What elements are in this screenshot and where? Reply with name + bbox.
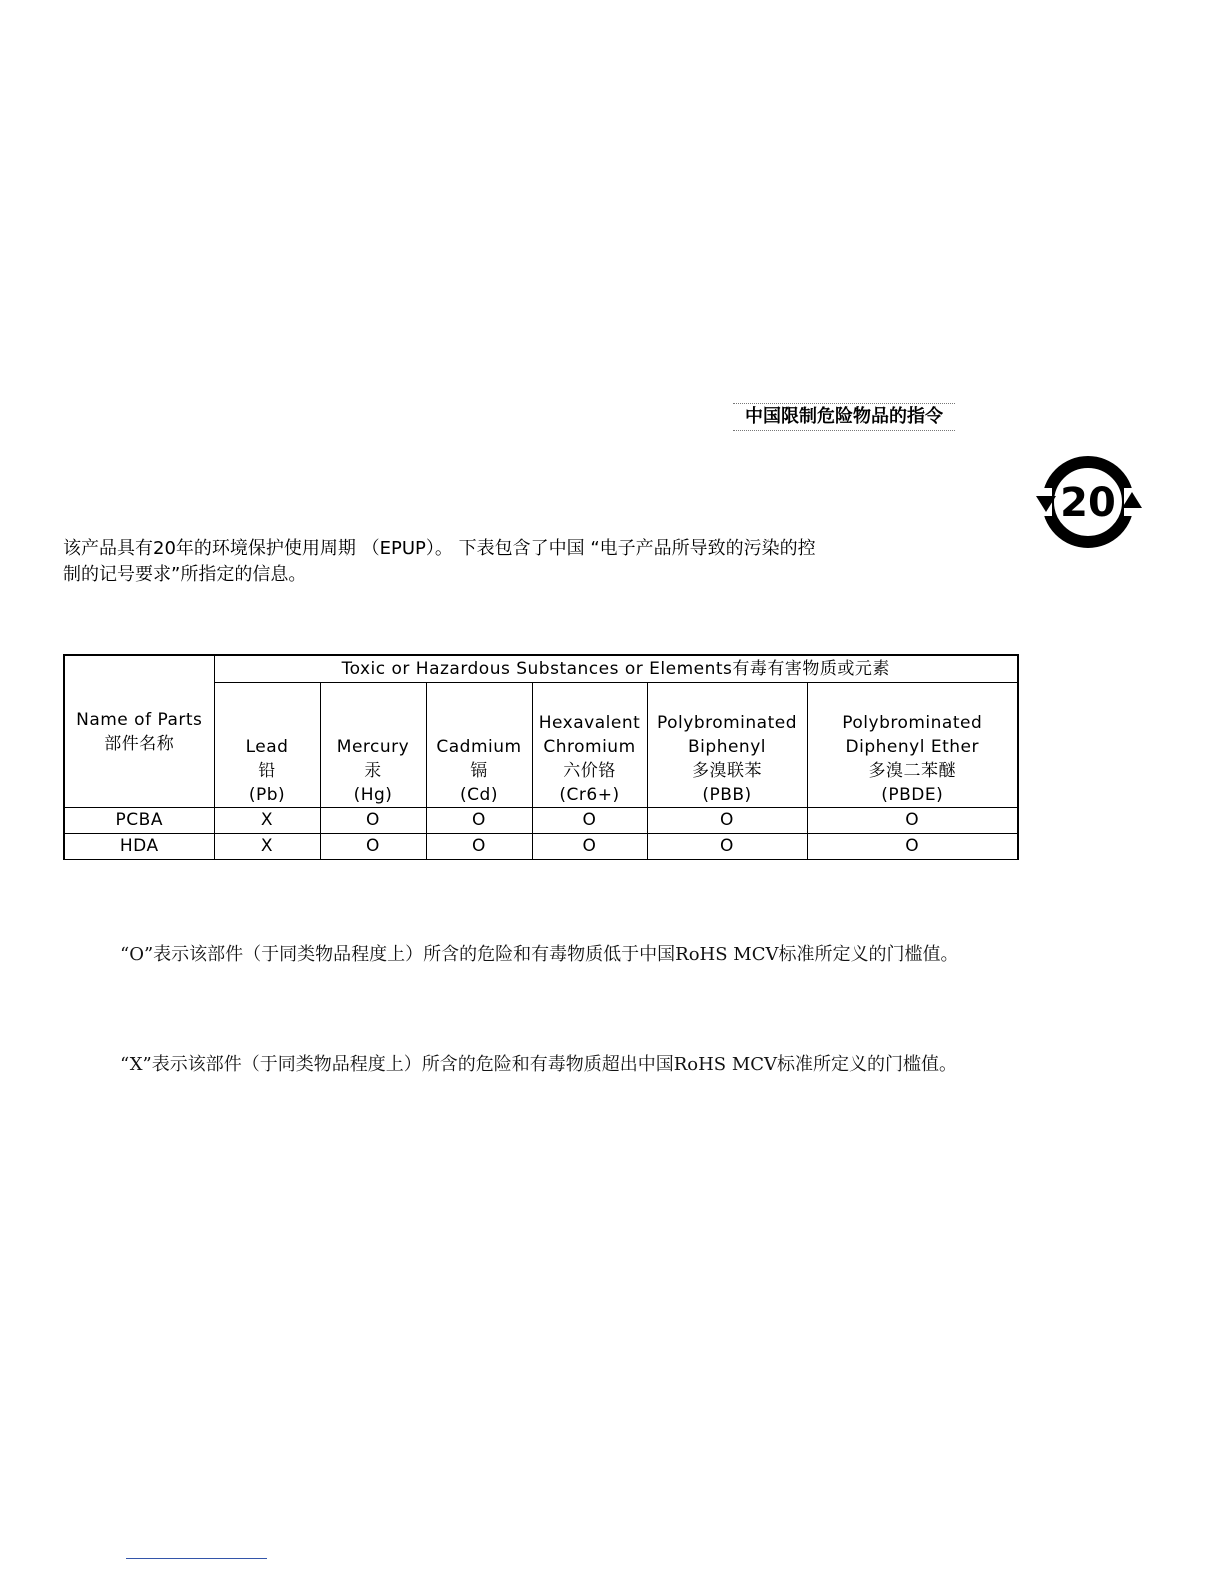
substances-group-header: Toxic or Hazardous Substances or Elements有毒有害物质或元素 bbox=[214, 655, 1018, 683]
column-header-text: 汞 bbox=[364, 761, 382, 781]
column-header-text: 六价铬 bbox=[563, 761, 616, 781]
column-header-text: (Cd) bbox=[460, 785, 498, 805]
value-cell: O bbox=[807, 808, 1018, 834]
column-header-text: 多溴二苯醚 bbox=[868, 761, 956, 781]
column-header-lead bbox=[214, 683, 320, 808]
column-header-text: (Pb) bbox=[248, 785, 286, 805]
column-header-cadmium bbox=[426, 683, 532, 808]
page-title: 中国限制危险物品的指令 bbox=[733, 403, 955, 431]
intro-line-2: 制的记号要求”所指定的信息。 bbox=[63, 564, 307, 585]
value-cell: O bbox=[426, 808, 532, 834]
column-header-mercury bbox=[320, 683, 426, 808]
column-header-text: Mercury bbox=[336, 737, 410, 757]
parts-header-en: Name of Parts bbox=[76, 709, 203, 730]
intro-paragraph bbox=[63, 536, 923, 588]
column-header-text: (Hg) bbox=[353, 785, 393, 805]
column-header-text: Cadmium bbox=[436, 737, 522, 757]
value-cell: O bbox=[426, 834, 532, 860]
value-cell: O bbox=[647, 808, 807, 834]
table-row bbox=[64, 808, 1018, 834]
value-cell: X bbox=[214, 808, 320, 834]
footnote-divider bbox=[126, 1558, 267, 1559]
column-header-text: 多溴联苯 bbox=[692, 761, 762, 781]
logo-number: 20 bbox=[1060, 480, 1116, 526]
column-header-text: (PBB) bbox=[702, 785, 752, 805]
value-cell: O bbox=[647, 834, 807, 860]
value-cell: O bbox=[532, 808, 647, 834]
column-header-text: 铅 bbox=[258, 761, 276, 781]
value-cell: O bbox=[807, 834, 1018, 860]
value-cell: O bbox=[532, 834, 647, 860]
column-header-text: Diphenyl Ether bbox=[845, 737, 979, 757]
column-header-text: Lead bbox=[245, 737, 289, 757]
column-header-pbb bbox=[647, 683, 807, 808]
parts-header-cell bbox=[64, 655, 214, 808]
epup-20-logo-icon bbox=[1034, 452, 1144, 552]
note-o-definition: “O”表示该部件（于同类物品程度上）所含的危险和有毒物质低于中国RoHS MCV标准所定义的门槛值。 bbox=[120, 944, 959, 965]
value-cell: X bbox=[214, 834, 320, 860]
column-header-text: (Cr6+) bbox=[559, 785, 620, 805]
note-x-definition: “X”表示该部件（于同类物品程度上）所含的危险和有毒物质超出中国RoHS MCV标准所定义的门槛值。 bbox=[120, 1054, 958, 1075]
column-header-text: (PBDE) bbox=[881, 785, 944, 805]
parts-header-zh: 部件名称 bbox=[104, 733, 175, 754]
part-name-cell: HDA bbox=[64, 834, 214, 860]
value-cell: O bbox=[320, 834, 426, 860]
column-header-pbde bbox=[807, 683, 1018, 808]
column-header-text: Chromium bbox=[543, 737, 636, 757]
part-name-cell: PCBA bbox=[64, 808, 214, 834]
column-header-text: Biphenyl bbox=[688, 737, 766, 757]
column-header-hexavalent-chromium bbox=[532, 683, 647, 808]
column-header-text: Hexavalent bbox=[538, 713, 641, 733]
intro-line-1: 该产品具有20年的环境保护使用周期 （EPUP）。 下表包含了中国 “电子产品所导致的污染的控 bbox=[63, 538, 816, 559]
column-header-text: Polybrominated bbox=[656, 713, 798, 733]
hazardous-substances-table bbox=[63, 654, 1019, 860]
column-header-text: 镉 bbox=[470, 761, 488, 781]
value-cell: O bbox=[320, 808, 426, 834]
column-header-text: Polybrominated bbox=[842, 713, 983, 733]
table-row bbox=[64, 834, 1018, 860]
